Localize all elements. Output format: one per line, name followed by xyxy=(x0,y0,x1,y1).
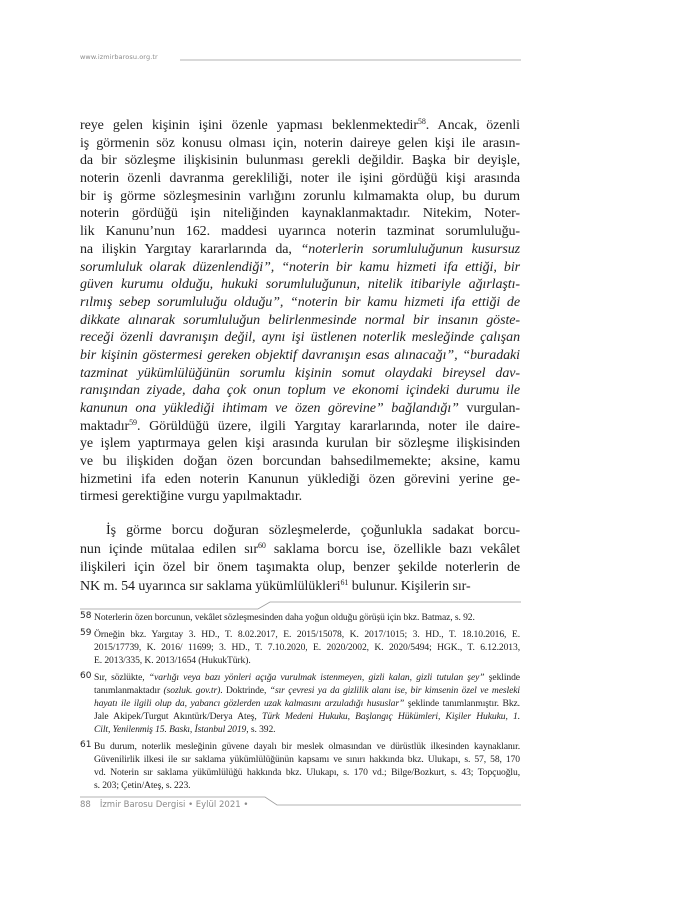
text-line xyxy=(80,188,520,206)
text-line xyxy=(94,753,520,766)
text-segment: ve bu ilişkiden doğan özen borcundan bahsedilmemekte; aksine, kamu xyxy=(80,454,520,470)
text-line xyxy=(94,684,520,697)
footnote-60 xyxy=(80,671,520,736)
text-line xyxy=(80,294,520,312)
text-segment: . Görüldüğü üzere, ilgili Yargıtay kararlarında, noter ile daire- xyxy=(136,418,520,434)
text-line xyxy=(80,312,520,330)
footnote-reference[interactable]: 61 xyxy=(340,577,349,587)
italic-quote: receği özenli davranışın değil, aynı işi üstlenen noterlik mesleğinde çalışan xyxy=(80,330,520,346)
footnote-59 xyxy=(80,628,520,667)
text-segment: tanımlanmaktadır xyxy=(94,685,164,696)
page-number: 88 xyxy=(80,800,91,810)
italic-quote: hayatı ile ilgili olup da, yabancı gözlerden uzak kalmasını arzuladığı hususlar” xyxy=(94,698,405,709)
italic-quote: dikkate alınarak sorumluluğun belirlenmesinde normal bir insanın göste- xyxy=(80,312,520,328)
text-segment: reye gelen kişinin işini özenle yapması beklenmektedir xyxy=(80,118,418,133)
text-line xyxy=(80,453,520,471)
text-segment: İş görme borcu doğuran sözleşmelerde, çoğunlukla sadakat borcu- xyxy=(106,523,520,538)
text-line xyxy=(94,697,520,710)
text-segment: Sır, sözlükte, xyxy=(94,672,149,683)
italic-quote: tazminat yükümlülüğünün sorumlu kişinin somut olaydaki bireysel dav- xyxy=(80,365,520,381)
text-segment: da bir sözleşme ilişkisinin bulunması gerekli değildir. Başka bir deyişle, xyxy=(80,153,520,169)
text-segment: . Ancak, özenli xyxy=(425,118,520,133)
text-segment: noterin özenli davranma gerekliliği, noter ile işini gördüğü kişi arasında xyxy=(80,171,520,187)
text-segment: bulunur. Kişilerin sır- xyxy=(348,578,471,594)
journal-title: İzmir Barosu Dergisi • Eylül 2021 • xyxy=(99,800,249,810)
text-line xyxy=(80,578,520,597)
text-segment: NK m. 54 uyarınca sır saklama yükümlülükleri xyxy=(80,578,341,594)
footnotes xyxy=(80,611,520,796)
italic-quote: güven kurumu olduğu, hukuki sorumluluğunun, nitelik itibariyle ağırlaştı- xyxy=(80,277,520,293)
text-segment: maktadır xyxy=(80,418,130,434)
header-site-url: www.izmirbarosu.org.tr xyxy=(80,53,158,61)
text-segment: ye işlem yaptırmaya gelen kişi arasında kurulan bir sözleşme ilişkisinden xyxy=(80,436,520,452)
text-segment: na ilişkin Yargıtay kararlarında da, xyxy=(80,241,301,257)
text-segment: hizmetini ifa eden noterin Kanunun yüklediği özen görevini yerine ge- xyxy=(80,471,520,487)
text-segment: şeklinde xyxy=(484,672,520,683)
text-line xyxy=(80,241,520,259)
footnote-separator xyxy=(80,602,521,609)
text-segment: lik Kanunu’nun 162. maddesi uyarınca noterin tazminat sorumluluğu- xyxy=(80,224,520,240)
footnote-number: 60 xyxy=(80,671,92,681)
text-segment: E. 2013/335, K. 2013/1654 (HukukTürk). xyxy=(94,655,251,666)
text-segment: , s. 392. xyxy=(246,724,276,735)
text-line xyxy=(94,611,520,624)
text-segment: noterin gördüğü işin niteliğinden kaynaklanmaktadır. Nitekim, Noter- xyxy=(80,206,520,222)
text-line xyxy=(94,779,520,792)
text-line xyxy=(80,559,520,578)
footnote-61 xyxy=(80,740,520,792)
text-segment: Örneğin bkz. Yargıtay 3. HD., T. 8.02.2017, E. 2015/15078, K. 2017/1015; 3. HD., T. 18.10.2016, E. xyxy=(94,629,520,640)
text-line xyxy=(94,740,520,753)
text-segment: bir iş görme sözleşmesinin varlığını zorunlu kılmamakta olup, bu durum xyxy=(80,188,520,204)
text-line xyxy=(80,435,520,453)
text-segment: s. 203; Çetin/Ateş, s. 223. xyxy=(94,780,191,791)
text-segment: Noterlerin özen borcunun, vekâlet sözleşmesinden daha yoğun olduğu görüşü için bkz. Batmaz, s. 92. xyxy=(94,612,475,623)
text-segment: 2015/17739, K. 2016/ 11699; 3. HD., T. 7.10.2020, E. 2020/2002, K. 2020/5494; HGK., T. 6.12.2013, xyxy=(94,642,520,653)
italic-quote: “sır çevresi ya da gizlilik alanı ise, bir kimsenin özel ve mesleki xyxy=(269,685,520,696)
page-footer xyxy=(80,800,248,810)
text-line xyxy=(94,766,520,779)
text-segment: tirmesi gerektiğine vurgu yapılmaktadır. xyxy=(80,489,303,505)
text-segment: . Doktrinde, xyxy=(220,685,270,696)
text-segment: Güvenilirlik ilkesi ile sır saklama yükümlülüğünün kapsamı ve sınırı hakkında bkz. Ulukapı, s. 57, 58, 170 xyxy=(94,754,520,765)
text-line xyxy=(80,223,520,241)
text-line xyxy=(80,382,520,400)
text-line xyxy=(80,205,520,223)
text-line xyxy=(80,170,520,188)
text-segment: ilişkileri için özel bir önem taşımakta olup, benzer şekilde noterlerin de xyxy=(80,560,520,576)
text-line xyxy=(94,710,520,723)
text-line xyxy=(80,329,520,347)
text-line xyxy=(80,418,520,436)
footnote-number: 58 xyxy=(80,611,92,621)
text-line xyxy=(80,276,520,294)
footnote-58 xyxy=(80,611,520,624)
italic-quote: kanunun ona yüklediği ihtimam ve özen görevine” bağlandığı” xyxy=(80,401,459,416)
text-line xyxy=(94,654,520,667)
italic-quote: bir kişinin göstermesi gereken objektif davranışın esas alınacağı”, “buradaki xyxy=(80,347,520,363)
text-segment: şeklinde tanımlanmıştır. Bkz. xyxy=(404,698,520,709)
italic-quote: ranışından ziyade, daha çok onun toplum ve ekonomi içindeki durumu ile xyxy=(80,383,520,399)
text-segment: Bu durum, noterlik mesleğinin güvene dayalı bir meslek olmasından ve dürüstlük ilkesinden kaynaklanır. xyxy=(94,741,520,752)
text-line xyxy=(80,152,520,170)
italic-quote: “noterlerin sorumluluğunun kusursuz xyxy=(300,241,520,257)
text-line xyxy=(94,723,520,736)
text-line xyxy=(80,522,520,541)
footnote-reference[interactable]: 60 xyxy=(257,540,266,550)
text-line xyxy=(80,365,520,383)
text-segment: saklama borcu ise, özellikle bazı vekâlet xyxy=(265,541,520,557)
text-segment: nun içinde mütalaa edilen sır xyxy=(80,541,258,557)
text-line xyxy=(80,471,520,489)
italic-quote: (sozluk. gov.tr) xyxy=(163,685,221,696)
body-paragraph-2 xyxy=(80,522,520,596)
text-line xyxy=(80,135,520,153)
footnote-reference[interactable]: 59 xyxy=(129,417,137,427)
text-line xyxy=(94,671,520,684)
text-segment: iş görmenin söz konusu olması için, noterin daireye gelen kişi ile arasın- xyxy=(80,135,520,151)
text-line xyxy=(80,541,520,560)
footnote-number: 59 xyxy=(80,628,92,638)
footnote-number: 61 xyxy=(80,740,92,750)
italic-quote: Cilt, Yenilenmiş 15. Baskı, İstanbul 2019 xyxy=(94,724,247,735)
text-line xyxy=(80,488,520,506)
text-line xyxy=(94,641,520,654)
text-line xyxy=(80,259,520,277)
footnote-reference[interactable]: 58 xyxy=(417,117,426,126)
italic-quote: “varlığı veya bazı yönleri açığa vurulmak istenmeyen, gizli kalan, gizli tutulan şey” xyxy=(148,672,485,683)
text-line xyxy=(80,117,520,135)
italic-quote: sorumluluk olarak düzenlendiği”, “noterin bir kamu hizmeti ifa ettiği, bir xyxy=(80,259,520,275)
text-segment: Jale Akipek/Turgut Akıntürk/Derya Ateş, xyxy=(94,711,262,722)
text-segment: vurgulan- xyxy=(458,401,520,416)
text-line xyxy=(80,347,520,365)
text-line xyxy=(80,400,520,418)
italic-quote: rılmış sebep sorumluluğu olduğu”, “noterin bir kamu hizmeti ifa ettiği de xyxy=(80,294,520,310)
text-segment: vd. Noterin sır saklama yükümlülüğü hakkında bkz. Ulukapı, s. 170 vd.; Bilge/Bozkurt, s. 43; Topçuoğlu, xyxy=(94,767,520,778)
italic-quote: Türk Medeni Hukuku, Başlangıç Hükümleri, Kişiler Hukuku, 1. xyxy=(261,711,520,722)
text-line xyxy=(94,628,520,641)
body-paragraph-1 xyxy=(80,117,520,506)
